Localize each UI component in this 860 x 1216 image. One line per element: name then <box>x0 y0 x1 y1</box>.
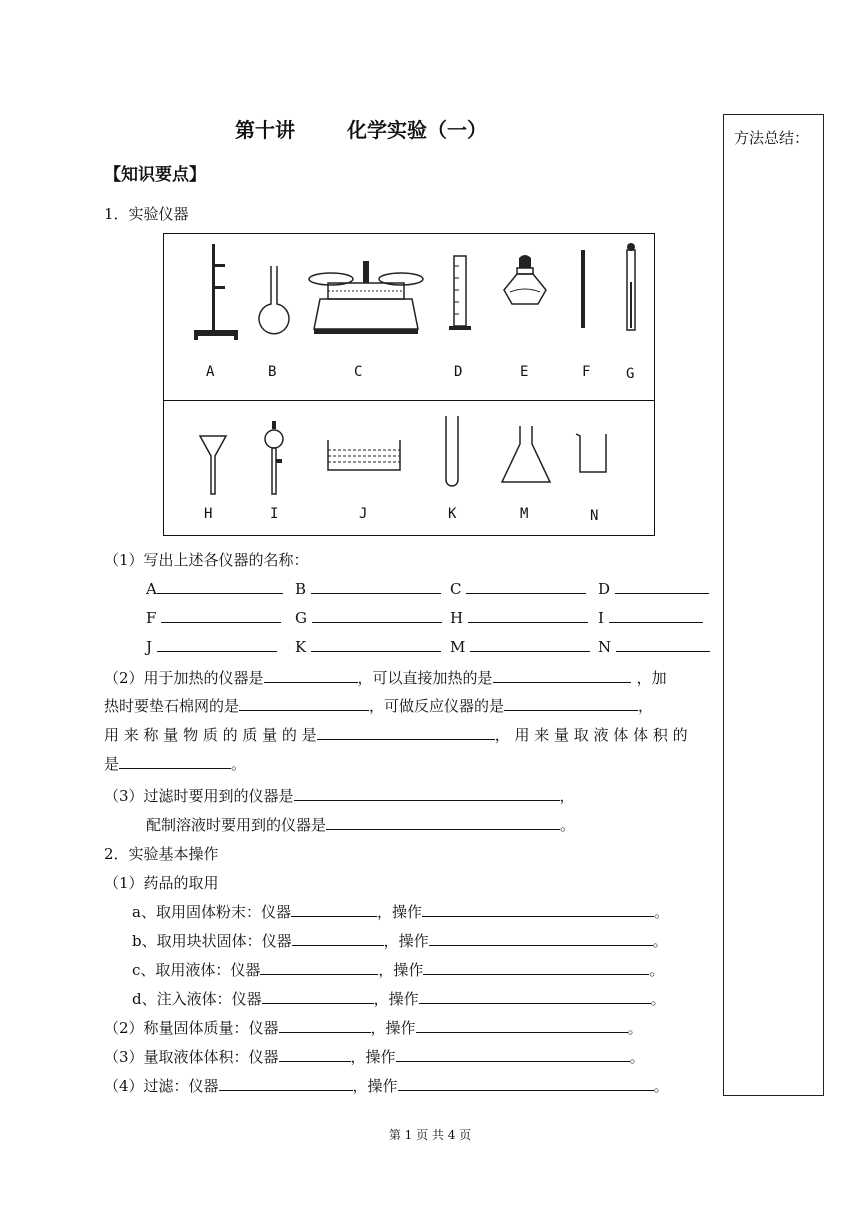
name-label-H: H <box>450 609 464 627</box>
graduated-cylinder-icon <box>448 254 472 334</box>
method-summary-label: 方法总结： <box>734 129 810 147</box>
name-label-J: J <box>146 638 153 656</box>
q2-blank-heating[interactable] <box>264 667 358 683</box>
section-2-title: 2．实验基本操作 <box>104 845 219 863</box>
page-title <box>0 114 722 143</box>
conical-flask-icon <box>500 424 552 486</box>
op-d-op-label: ，操作 <box>373 990 419 1008</box>
op-b-instrument-blank[interactable] <box>292 930 384 946</box>
op-row-d <box>132 988 666 1009</box>
op-2-operation-blank[interactable] <box>416 1017 628 1033</box>
label-I: I <box>270 506 279 522</box>
label-C: C <box>354 364 363 380</box>
q2-text-g: 用 来 称 量 物 质 的 质 量 的 是 <box>104 726 317 744</box>
q2-text-a: （2）用于加热的仪器是 <box>104 669 264 687</box>
title-lesson: 第十讲 <box>235 118 295 142</box>
label-B: B <box>268 364 277 380</box>
op-a-instrument-blank[interactable] <box>291 901 377 917</box>
alcohol-lamp-icon <box>500 254 550 314</box>
label-E: E <box>520 364 529 380</box>
instrument-figure <box>163 233 655 536</box>
op-c-operation-blank[interactable] <box>423 959 649 975</box>
op-d-operation-blank[interactable] <box>419 988 651 1004</box>
op-d-end: 。 <box>650 990 666 1008</box>
page-footer: 第 1 页 共 4 页 <box>388 1128 472 1142</box>
question-2-line-1 <box>104 667 667 688</box>
label-K: K <box>448 506 457 522</box>
section-1-title: 1．实验仪器 <box>104 205 189 223</box>
answer-blank-N[interactable] <box>616 636 710 652</box>
answer-blank-I[interactable] <box>609 607 703 623</box>
funnel-icon <box>198 434 228 496</box>
q2-blank-asbestos-net[interactable] <box>239 695 369 711</box>
test-tube-icon <box>444 414 460 490</box>
name-label-A: A <box>146 580 157 598</box>
q2-text-c: ，加 <box>636 669 667 687</box>
q3-text-d: 。 <box>560 816 576 834</box>
name-label-C: C <box>450 580 462 598</box>
q2-text-j: 。 <box>231 755 247 773</box>
op-row-4 <box>104 1075 669 1096</box>
operation-1-title: （1）药品的取用 <box>104 874 219 892</box>
op-3-end: 。 <box>629 1048 645 1066</box>
op-3-op-label: ，操作 <box>350 1048 396 1066</box>
answer-blank-J[interactable] <box>157 636 277 652</box>
q2-blank-reaction-vessel[interactable] <box>504 695 638 711</box>
q2-text-d: 热时要垫石棉网的是 <box>104 697 240 715</box>
label-J: J <box>359 506 368 522</box>
q3-text-a: （3）过滤时要用到的仪器是 <box>104 787 294 805</box>
name-label-F: F <box>146 609 157 627</box>
op-4-label: （4）过滤：仪器 <box>104 1077 219 1095</box>
op-2-op-label: ，操作 <box>370 1019 416 1037</box>
op-4-operation-blank[interactable] <box>398 1075 654 1091</box>
q2-text-e: ，可做反应仪器的是 <box>369 697 505 715</box>
op-row-a <box>132 901 669 922</box>
op-2-label: （2）称量固体质量：仪器 <box>104 1019 279 1037</box>
op-3-operation-blank[interactable] <box>396 1046 630 1062</box>
name-label-M: M <box>450 638 466 656</box>
q3-text-b: ， <box>559 787 575 805</box>
name-label-D: D <box>598 580 611 598</box>
op-b-end: 。 <box>652 932 668 950</box>
water-trough-icon <box>326 438 402 474</box>
answer-blank-B[interactable] <box>311 578 441 594</box>
label-M: M <box>520 506 529 522</box>
answer-blank-K[interactable] <box>311 636 441 652</box>
op-4-op-label: ，操作 <box>352 1077 398 1095</box>
op-c-op-label: ，操作 <box>378 961 424 979</box>
question-3-line-1 <box>104 785 575 806</box>
label-F: F <box>582 364 591 380</box>
figure-divider <box>164 400 654 401</box>
op-a-operation-blank[interactable] <box>422 901 654 917</box>
op-a-end: 。 <box>653 903 669 921</box>
op-3-label: （3）量取液体体积：仪器 <box>104 1048 279 1066</box>
q2-blank-volume[interactable] <box>119 753 231 769</box>
question-2-line-4 <box>104 753 246 774</box>
answer-blank-C[interactable] <box>466 578 586 594</box>
answer-blank-D[interactable] <box>615 578 709 594</box>
op-row-c <box>132 959 664 980</box>
answer-blank-M[interactable] <box>470 636 590 652</box>
op-b-label: b、取用块状固体：仪器 <box>132 932 292 950</box>
op-d-label: d、注入液体：仪器 <box>132 990 262 1008</box>
answer-blank-G[interactable] <box>312 607 442 623</box>
label-D: D <box>454 364 463 380</box>
flask-icon <box>254 264 294 334</box>
q3-blank-filtration[interactable] <box>294 785 560 801</box>
op-d-instrument-blank[interactable] <box>262 988 374 1004</box>
op-3-instrument-blank[interactable] <box>279 1046 351 1062</box>
q3-blank-solution[interactable] <box>326 814 560 830</box>
op-b-operation-blank[interactable] <box>429 930 653 946</box>
op-c-instrument-blank[interactable] <box>260 959 378 975</box>
op-c-label: c、取用液体：仪器 <box>132 961 261 979</box>
glass-rod-icon <box>578 250 588 330</box>
answer-blank-F[interactable] <box>161 607 281 623</box>
balance-icon <box>306 259 426 337</box>
op-4-instrument-blank[interactable] <box>219 1075 353 1091</box>
q2-text-i: 是 <box>104 755 120 773</box>
title-topic: 化学实验（一） <box>347 118 487 142</box>
label-A: A <box>206 364 215 380</box>
q3-text-c: 配制溶液时要用到的仪器是 <box>146 816 327 834</box>
question-2-line-2 <box>104 695 653 716</box>
label-H: H <box>204 506 213 522</box>
label-N: N <box>590 508 599 524</box>
op-row-3 <box>104 1046 645 1067</box>
op-2-instrument-blank[interactable] <box>279 1017 371 1033</box>
name-label-N: N <box>598 638 612 656</box>
q2-blank-direct-heat[interactable] <box>493 667 631 683</box>
q2-text-h: ， 用 来 量 取 液 体 体 积 的 <box>494 726 688 744</box>
op-a-label: a、取用固体粉末：仪器 <box>132 903 291 921</box>
section-heading: 【知识要点】 <box>104 165 206 185</box>
question-2-line-3 <box>104 724 688 745</box>
op-b-op-label: ，操作 <box>383 932 429 950</box>
op-row-2 <box>104 1017 643 1038</box>
op-2-end: 。 <box>627 1019 643 1037</box>
op-a-op-label: ，操作 <box>376 903 422 921</box>
op-4-end: 。 <box>653 1077 669 1095</box>
answer-blank-H[interactable] <box>468 607 588 623</box>
q2-blank-weighing[interactable] <box>317 724 495 740</box>
answer-blank-A[interactable] <box>157 578 283 594</box>
name-label-K: K <box>295 638 307 656</box>
separatory-funnel-icon <box>262 421 286 497</box>
q2-text-b: ，可以直接加热的是 <box>357 669 493 687</box>
name-label-I: I <box>598 609 604 627</box>
method-summary-box[interactable] <box>723 114 824 1096</box>
label-G: G <box>626 366 635 382</box>
name-label-G: G <box>295 609 307 627</box>
question-3-line-2 <box>146 814 575 835</box>
thermometer-icon <box>624 242 638 332</box>
op-row-b <box>132 930 668 951</box>
question-1: （1）写出上述各仪器的名称： <box>104 551 309 569</box>
q2-text-f: ， <box>638 697 654 715</box>
beaker-icon <box>574 432 610 474</box>
op-c-end: 。 <box>649 961 665 979</box>
name-label-B: B <box>295 580 307 598</box>
iron-stand-icon <box>190 242 240 342</box>
